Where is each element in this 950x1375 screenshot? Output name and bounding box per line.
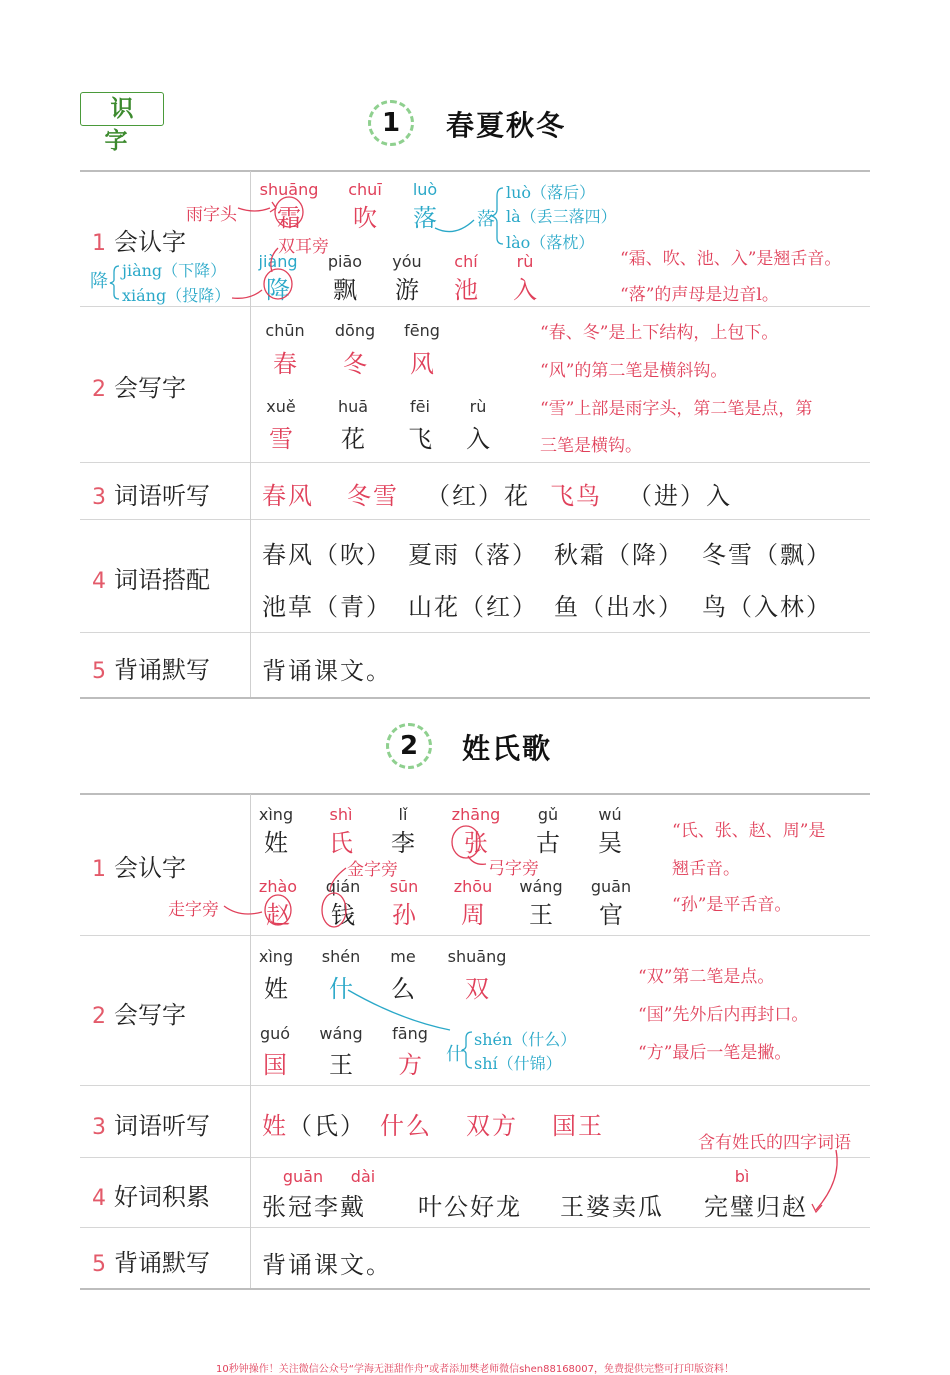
collocation-item: 夏雨（落） [408, 541, 538, 569]
pinyin: xuě [266, 397, 296, 416]
lesson-title: 姓氏歌 [462, 732, 553, 765]
character: 冬 [343, 350, 367, 378]
annotation: 金字旁 [347, 860, 398, 880]
row-divider [80, 462, 870, 463]
row-label: 5 背诵默写 [92, 656, 210, 684]
annotation: lào（落枕） [506, 233, 595, 252]
collocation-item: 春风（吹） [262, 541, 392, 569]
annotation: shén（什么） [474, 1030, 577, 1049]
idiom: 叶公好龙 [418, 1193, 522, 1221]
dictation-word: 冬雪 [347, 482, 399, 510]
pinyin: piāo [327, 252, 363, 271]
pinyin: fēng [404, 321, 440, 340]
character: 李 [391, 829, 415, 857]
pinyin: sūn [389, 877, 419, 896]
character: 王 [529, 901, 553, 929]
pinyin: qián [325, 877, 361, 896]
brace [110, 266, 119, 299]
dictation-word: （红）花 [426, 482, 530, 510]
annotation: “风”的第二笔是横斜钩。 [540, 361, 728, 381]
section-tag: 识 字 [80, 92, 164, 126]
dictation-word: 双方 [466, 1112, 518, 1140]
row-label: 3 词语听写 [92, 1112, 210, 1140]
pinyin: zhào [258, 877, 298, 896]
pinyin: shì [329, 805, 353, 824]
pinyin: xìng [258, 947, 294, 966]
pinyin: wáng [319, 1024, 363, 1043]
pinyin: wáng [519, 877, 563, 896]
annotation: 走字旁 [168, 900, 219, 920]
pinyin: guān [590, 877, 632, 896]
annotation: “孙”是平舌音。 [672, 895, 792, 915]
character: 花 [341, 425, 365, 453]
pinyin: rù [469, 397, 487, 416]
character: 双 [465, 975, 489, 1003]
annotation: shí（什锦） [474, 1054, 562, 1073]
character: 方 [398, 1051, 422, 1079]
character: 孙 [392, 901, 416, 929]
character: 国 [263, 1051, 287, 1079]
pinyin: luò [412, 180, 438, 199]
character: 飞 [408, 425, 432, 453]
pinyin: gǔ [537, 805, 559, 824]
dictation-word: 什么 [380, 1112, 432, 1140]
pinyin: zhāng [451, 805, 501, 824]
pinyin: rù [516, 252, 534, 271]
character: 风 [410, 350, 434, 378]
lesson-number-badge: 2 [386, 723, 432, 769]
table-top-border [80, 793, 870, 795]
pinyin: dài [350, 1167, 376, 1186]
annotation: 落 [477, 209, 495, 230]
collocation-item: 冬雪（飘） [702, 541, 832, 569]
row-divider [80, 632, 870, 633]
collocation-item: 鱼（出水） [554, 593, 684, 621]
lesson-number-badge: 1 [368, 100, 414, 146]
arrow-head [812, 1204, 822, 1212]
table-bottom-border [80, 1288, 870, 1290]
character: 吹 [353, 204, 377, 232]
row-label: 3 词语听写 [92, 482, 210, 510]
pinyin: dōng [334, 321, 376, 340]
pinyin: xìng [258, 805, 294, 824]
annotation: 含有姓氏的四字词语 [698, 1133, 851, 1153]
dictation-word: 姓（氏） [262, 1112, 366, 1140]
row-label: 5 背诵默写 [92, 1249, 210, 1277]
annotation: “落”的声母是边音l。 [620, 285, 779, 305]
pinyin: wú [598, 805, 622, 824]
character: 赵 [266, 901, 290, 929]
dictation-word: 国王 [552, 1112, 604, 1140]
annotation: “氏、张、赵、周”是 [672, 821, 826, 841]
dictation-word: 飞鸟 [550, 482, 602, 510]
annotation: 什 [446, 1044, 464, 1065]
dictation-word: （进）入 [628, 482, 732, 510]
character: 春 [273, 350, 297, 378]
pinyin: guó [259, 1024, 291, 1043]
pinyin: shén [321, 947, 361, 966]
row-divider [80, 519, 870, 520]
annotation: “国”先外后内再封口。 [638, 1005, 809, 1025]
character: 什 [329, 975, 353, 1003]
character: 周 [461, 901, 485, 929]
pinyin: me [390, 947, 416, 966]
character: 落 [413, 204, 437, 232]
character: 游 [395, 276, 419, 304]
annotation: jiàng（下降） [122, 261, 227, 280]
pinyin: lǐ [398, 805, 408, 824]
pinyin: fēi [410, 397, 430, 416]
row-divider [80, 1227, 870, 1228]
table-bottom-border [80, 697, 870, 699]
row-label: 1 会认字 [92, 228, 186, 256]
idiom: 王婆卖瓜 [560, 1193, 664, 1221]
character: 钱 [331, 901, 355, 929]
collocation-item: 池草（青） [262, 593, 392, 621]
lesson-title: 春夏秋冬 [446, 109, 567, 142]
pinyin: bì [734, 1167, 750, 1186]
character: 雪 [269, 425, 293, 453]
collocation-item: 山花（红） [408, 593, 538, 621]
pinyin: chí [454, 252, 478, 271]
dictation-word: 春风 [262, 482, 314, 510]
pinyin: shuāng [447, 947, 507, 966]
annotation: 翘舌音。 [672, 859, 740, 879]
collocation-item: 秋霜（降） [554, 541, 684, 569]
character: 霜 [277, 204, 301, 232]
annotation: 弓字旁 [488, 859, 539, 879]
annotation: là（丢三落四） [506, 207, 617, 226]
table-top-border [80, 170, 870, 172]
idiom: 完璧归赵 [704, 1193, 808, 1221]
collocation-item: 鸟（入林） [702, 593, 832, 621]
character: 王 [329, 1051, 353, 1079]
pinyin: fāng [392, 1024, 428, 1043]
row-label: 4 好词积累 [92, 1183, 210, 1211]
row-label: 2 会写字 [92, 374, 186, 402]
annotation: 三笔是横钩。 [540, 436, 642, 456]
pinyin: zhōu [453, 877, 493, 896]
annotation: “霜、吹、池、入”是翘舌音。 [620, 249, 842, 269]
character: 姓 [264, 975, 288, 1003]
character: 么 [391, 975, 415, 1003]
row-divider [80, 1157, 870, 1158]
pinyin: huā [337, 397, 369, 416]
character: 张 [464, 829, 488, 857]
pinyin: shuāng [259, 180, 319, 199]
row-label: 4 词语搭配 [92, 566, 210, 594]
annotation: 降 [90, 271, 108, 292]
recite-text: 背诵课文。 [262, 1251, 392, 1279]
character: 入 [513, 276, 537, 304]
row-divider [80, 306, 870, 307]
row-label: 1 会认字 [92, 854, 186, 882]
annotation: luò（落后） [506, 183, 596, 202]
annotation: “方”最后一笔是撇。 [638, 1043, 792, 1063]
character: 吴 [598, 829, 622, 857]
pinyin: yóu [392, 252, 422, 271]
character: 姓 [264, 829, 288, 857]
character: 池 [454, 276, 478, 304]
footer-note: 10秒钟操作！关注微信公众号“学海无涯甜作舟”或者添加樊老师微信shen88168007，免费提供完整可打印版资料！ [215, 1364, 735, 1375]
row-label: 2 会写字 [92, 1001, 186, 1029]
pinyin: chuī [348, 180, 382, 199]
character: 降 [266, 276, 290, 304]
character: 入 [466, 425, 490, 453]
idiom: 张冠李戴 [262, 1193, 366, 1221]
arrow-line [816, 1150, 837, 1210]
pinyin: chūn [265, 321, 305, 340]
character: 官 [599, 901, 623, 929]
character: 飘 [333, 276, 357, 304]
recite-text: 背诵课文。 [262, 657, 392, 685]
row-divider [80, 935, 870, 936]
annotation: “双”第二笔是点。 [638, 967, 775, 987]
row-divider [80, 1085, 870, 1086]
annotation: “雪”上部是雨字头，第二笔是点，第 [540, 399, 813, 419]
annotation: “春、冬”是上下结构，上包下。 [540, 323, 779, 343]
annotation: 双耳旁 [278, 237, 329, 257]
annotation: 雨字头 [186, 205, 237, 225]
pinyin: guān [282, 1167, 324, 1186]
character: 古 [536, 829, 560, 857]
annotation: xiáng（投降） [122, 286, 231, 305]
character: 氏 [329, 829, 353, 857]
pinyin: jiàng [258, 252, 298, 271]
